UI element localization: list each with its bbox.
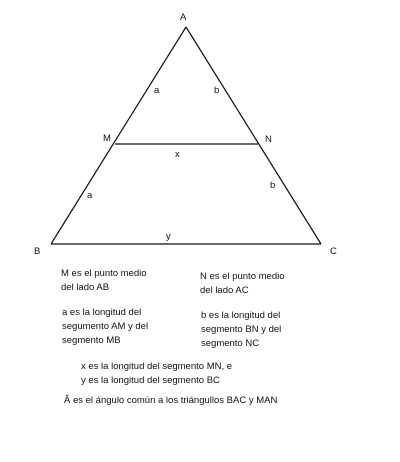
vertex-label-n: N: [265, 134, 272, 145]
segment-label-nc: b: [270, 180, 276, 191]
side-ac: [186, 27, 321, 244]
side-ab: [51, 27, 186, 244]
note-line: N es el punto medio: [200, 271, 285, 282]
note-n-midpoint: [200, 270, 285, 298]
note-line: segumento AM y del: [62, 321, 149, 332]
note-line: Â es el ángulo común a los triángullos BAC y MAN: [64, 395, 278, 406]
segment-label-an: b: [214, 85, 220, 96]
segment-label-mb: a: [87, 190, 93, 201]
segment-label-am: a: [154, 85, 160, 96]
note-line: segmento BN y del: [201, 324, 282, 335]
note-line: del lado AB: [61, 282, 110, 293]
note-a-length: [62, 306, 148, 348]
note-line: segmento NC: [201, 338, 260, 349]
note-line: x es la longitud del segmento MN, e: [81, 361, 233, 372]
vertex-label-a: A: [180, 12, 187, 23]
vertex-label-b: B: [34, 246, 41, 257]
note-line: segmento MB: [62, 335, 121, 346]
vertex-label-m: M: [103, 133, 111, 144]
note-line: del lado AC: [200, 285, 249, 296]
segment-label-mn: x: [175, 149, 180, 160]
note-b-length: [201, 309, 281, 351]
segment-label-bc: y: [166, 231, 171, 242]
note-line: a es la longitud del: [62, 307, 142, 318]
note-xy-length: [81, 360, 232, 388]
note-common-angle: [64, 394, 277, 408]
note-m-midpoint: [61, 267, 147, 295]
note-line: y es la longitud del segmento BC: [81, 375, 220, 386]
vertex-label-c: C: [330, 246, 337, 257]
note-line: b es la longitud del: [201, 310, 281, 321]
note-line: M es el punto medio: [61, 268, 147, 279]
